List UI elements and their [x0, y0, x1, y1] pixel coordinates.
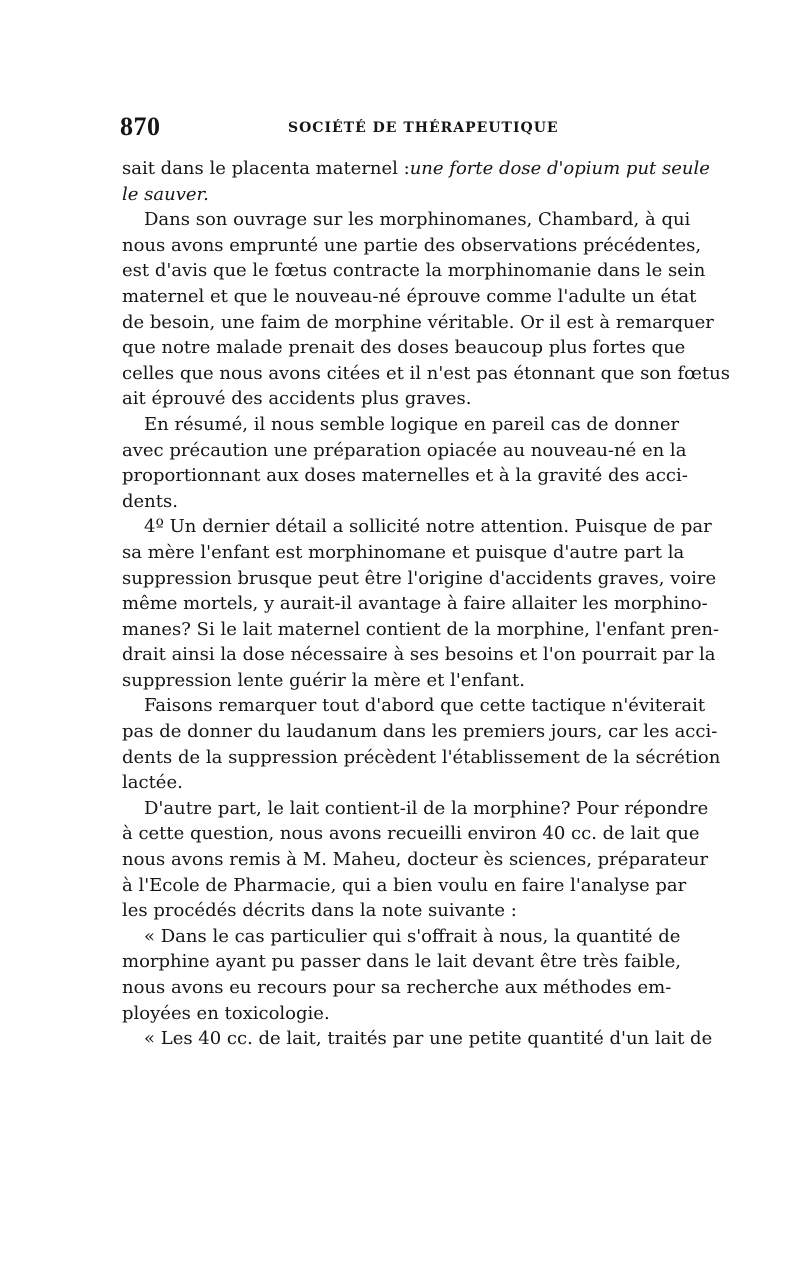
- italic-text: le sauver.: [122, 183, 209, 205]
- text-line: [122, 617, 720, 643]
- line-text: pas de donner du laudanum dans les premiers jours, car les acci-: [122, 721, 718, 743]
- line-text: que notre malade prenait des doses beaucoup plus fortes que: [122, 337, 686, 359]
- page-number: 870: [120, 112, 161, 141]
- line-text: ployées en toxicologie.: [122, 1002, 330, 1024]
- text-line: [122, 668, 676, 694]
- text-line: [122, 540, 685, 566]
- line-text: « Dans le cas particulier qui s'offrait à nous, la quantité de: [144, 925, 681, 947]
- line-text: manes? Si le lait maternel contient de la morphine, l'enfant pren-: [122, 618, 720, 640]
- line-text: avec précaution une préparation opiacée au nouveau-né en la: [122, 439, 687, 461]
- line-text: dents.: [122, 490, 178, 512]
- text-line: [122, 975, 676, 1001]
- text-line: [122, 924, 681, 950]
- text-line: [122, 310, 714, 336]
- line-text: de besoin, une faim de morphine véritable. Or il est à remarquer: [122, 311, 714, 333]
- text-line: [122, 386, 676, 412]
- italic-text: une forte dose d'opium put seule: [409, 158, 710, 179]
- text-line: [122, 361, 730, 387]
- text-line: [122, 182, 676, 208]
- line-text: les procédés décrits dans la note suivante :: [122, 900, 517, 922]
- line-text: suppression brusque peut être l'origine d'accidents graves, voire: [122, 567, 717, 589]
- text-line: [122, 156, 710, 182]
- text-line: [122, 770, 676, 796]
- text-line: [122, 949, 681, 975]
- text-line: [122, 566, 717, 592]
- line-text: « Les 40 cc. de lait, traités par une petite quantité d'un lait de: [144, 1028, 713, 1050]
- text-line: [122, 258, 706, 284]
- line-text: à cette question, nous avons recueilli environ 40 cc. de lait que: [122, 823, 700, 845]
- text-line: [122, 1001, 676, 1027]
- text-line: [122, 284, 697, 310]
- line-text: Dans son ouvrage sur les morphinomanes, Chambard, à qui: [144, 209, 691, 231]
- line-text: dents de la suppression précèdent l'établissement de la sécrétion: [122, 746, 721, 768]
- text-line: [122, 745, 721, 771]
- line-text: En résumé, il nous semble logique en pareil cas de donner: [144, 413, 680, 435]
- line-text: proportionnant aux doses maternelles et à la gravité des acci-: [122, 465, 688, 487]
- body-text: [122, 156, 730, 1052]
- line-text: D'autre part, le lait contient-il de la morphine? Pour répondre: [144, 797, 709, 819]
- page-header: [120, 112, 680, 144]
- line-text: nous avons emprunté une partie des observations précédentes,: [122, 234, 702, 256]
- text-line: [122, 463, 688, 489]
- text-line: [122, 719, 718, 745]
- line-text: nous avons eu recours pour sa recherche aux méthodes em-: [122, 977, 672, 998]
- line-text: est d'avis que le fœtus contracte la morphinomanie dans le sein: [122, 260, 706, 282]
- line-text: suppression lente guérir la mère et l'enfant.: [122, 669, 525, 691]
- text-line: [122, 233, 702, 259]
- line-text: ait éprouvé des accidents plus graves.: [122, 388, 472, 410]
- text-line: [122, 514, 712, 540]
- line-text: même mortels, y aurait-il avantage à faire allaiter les morphino-: [122, 593, 708, 615]
- text-line: [122, 821, 700, 847]
- text-line: [122, 693, 706, 719]
- line-text: Faisons remarquer tout d'abord que cette tactique n'éviterait: [144, 695, 706, 717]
- text-line: [122, 873, 687, 899]
- line-text: nous avons remis à M. Maheu, docteur ès sciences, préparateur: [122, 849, 709, 871]
- text-line: [122, 642, 716, 668]
- line-text: sait dans le placenta maternel :: [122, 158, 410, 179]
- line-text: morphine ayant pu passer dans le lait devant être très faible,: [122, 951, 681, 973]
- text-line: [122, 847, 709, 873]
- text-line: [122, 796, 709, 822]
- line-text: lactée.: [122, 772, 183, 794]
- line-text: drait ainsi la dose nécessaire à ses besoins et l'on pourrait par la: [122, 644, 716, 666]
- line-text: 4º Un dernier détail a sollicité notre attention. Puisque de par: [144, 516, 712, 538]
- text-line: [122, 591, 708, 617]
- text-line: [122, 1026, 713, 1052]
- line-text: maternel et que le nouveau-né éprouve comme l'adulte un état: [122, 285, 697, 307]
- running-title: SOCIÉTÉ DE THÉRAPEUTIQUE: [288, 120, 559, 136]
- text-line: [122, 438, 687, 464]
- line-text: celles que nous avons citées et il n'est pas étonnant que son fœtus: [122, 362, 730, 384]
- text-line: [122, 898, 676, 924]
- text-line: [122, 335, 686, 361]
- text-line: [122, 489, 676, 515]
- text-line: [122, 207, 691, 233]
- line-text: sa mère l'enfant est morphinomane et puisque d'autre part la: [122, 541, 685, 563]
- text-line: [122, 412, 680, 438]
- line-text: à l'Ecole de Pharmacie, qui a bien voulu en faire l'analyse par: [122, 874, 687, 896]
